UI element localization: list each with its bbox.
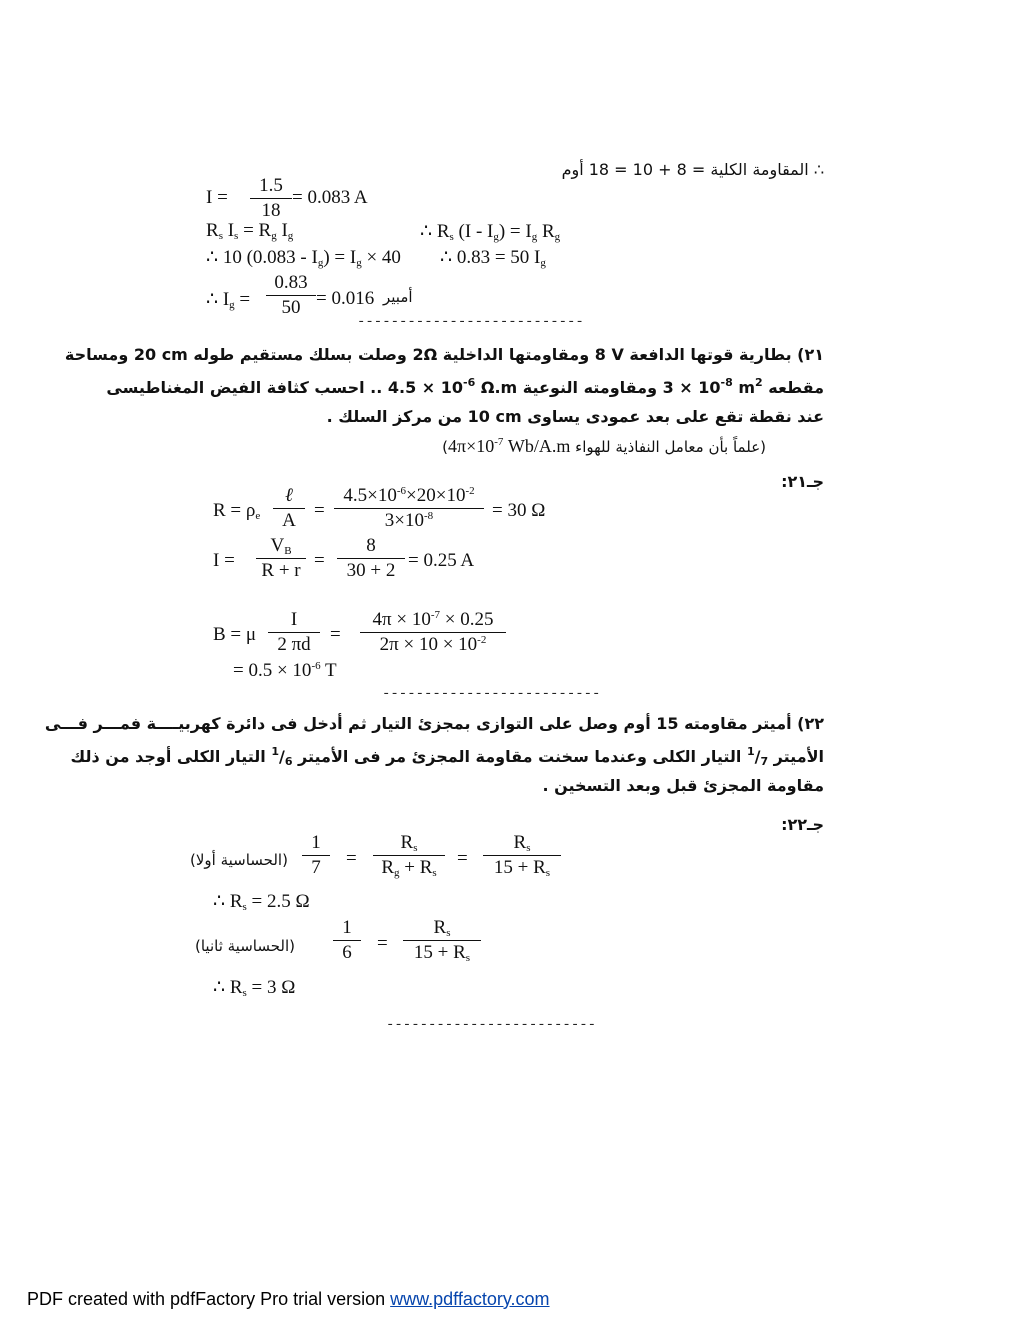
s2-fraction-2-numerator: $R_s$	[403, 917, 481, 941]
q22-answer-label: جـ٢٢:	[781, 815, 824, 834]
s1-fraction-1-numerator: 1	[302, 832, 330, 856]
r-fraction-2-denominator: $3\times 10^{-8}$	[384, 510, 434, 531]
s1-eq-sign-2: =	[457, 848, 468, 869]
b-eq-result: = $0.5 \times 10^{-6}$ T	[233, 660, 337, 681]
ig-eq-lhs: ∴ $I_g$ =	[206, 289, 251, 311]
b-fraction-2	[360, 609, 506, 656]
rs-result-2: ∴ $R_s = 3$ Ω	[213, 977, 296, 999]
r-eq-result: = 30 Ω	[492, 500, 546, 521]
r-fraction-1-denominator: A	[282, 510, 296, 531]
i-fraction-1-numerator: $V_B$	[256, 535, 306, 559]
b-fraction-1-denominator: 2 πd	[277, 634, 311, 655]
separator-1: ---------------------------	[357, 314, 584, 330]
b-fraction-2-numerator: $4\pi \times 10^{-7} \times 0.25$	[360, 609, 506, 633]
q21-text-line-4: (علماً بأن معامل النفاذية للهواء $4\pi\times 10^{-7}$ Wb/A.m)	[442, 436, 766, 456]
s1-fraction-2-denominator: $R_g + R_s$	[381, 857, 437, 879]
current-eq-result: = 0.083 A	[292, 187, 368, 208]
s2-eq-sign: =	[377, 933, 388, 954]
shunt-equation-1: $R_s$ $I_s = R_g$ $I_g$	[206, 220, 294, 242]
pdf-footer	[27, 1289, 550, 1310]
b-fraction-1-numerator: I	[268, 609, 320, 633]
s1-fraction-1	[302, 832, 330, 879]
s1-fraction-3	[483, 832, 561, 879]
ig-unit: أمبير	[383, 288, 413, 306]
s1-fraction-3-numerator: $R_s$	[483, 832, 561, 856]
i-eq-sign: =	[314, 550, 325, 571]
current-numerator: 1.5	[250, 175, 292, 199]
i-fraction-2-denominator: 30 + 2	[346, 560, 396, 581]
ig-fraction	[266, 272, 316, 319]
i-fraction-1	[256, 535, 306, 582]
r-eq-lhs: $R = \rho_e$	[213, 500, 261, 522]
q21-text-line-2: مقطعه $3 \times 10^{-8}$ $m^2$ ومقاومته النوعية $4.5 \times 10^{-6}$ Ω.m .. احسب كثافة الفيض المغناطيسى	[106, 376, 824, 397]
shunt-equation-4: ∴ 0.83 = 50 $I_g$	[440, 247, 546, 269]
q22-text-line-1: ٢٢) أميتر مقاومته 15 أوم وصل على التوازى بمجزئ التيار ثم أدخل فى دائرة كهربيــــة فمـــر فـــى	[44, 714, 824, 733]
i-fraction-2	[337, 535, 405, 582]
i-fraction-2-numerator: 8	[337, 535, 405, 559]
s1-fraction-2	[373, 832, 445, 879]
current-fraction	[250, 175, 292, 222]
r-fraction-1	[273, 485, 305, 532]
ig-eq-result: = 0.016	[316, 288, 375, 309]
current-denominator: 18	[261, 200, 281, 221]
sensitivity-1-label: (الحساسية أولا)	[190, 851, 288, 869]
footer-text: PDF created with pdfFactory Pro trial version	[27, 1289, 386, 1309]
separator-2: --------------------------	[382, 686, 601, 702]
shunt-equation-3: ∴ 10 $(0.083 - I_g) = I_g \times 40$	[206, 247, 401, 269]
q21-text-line-3: عند نقطة تقع على بعد عمودى يساوى 10 cm من مركز السلك .	[326, 407, 824, 426]
b-fraction-1	[268, 609, 320, 656]
r-fraction-2-numerator: $4.5\times 10^{-6}\times 20\times 10^{-2}$	[334, 485, 484, 509]
b-fraction-2-denominator: $2\pi \times 10 \times 10^{-2}$	[379, 634, 487, 655]
i-eq-result: = 0.25 A	[408, 550, 475, 571]
i-fraction-1-denominator: R + r	[261, 560, 301, 581]
q22-text-line-3: مقاومة المجزئ قبل وبعد التسخين .	[542, 776, 824, 795]
q21-text-line-1: ٢١) بطارية قوتها الدافعة 8 V ومقاومتها الداخلية 2Ω وصلت بسلك مستقيم طوله 20 cm ومساحة	[64, 345, 824, 364]
separator-3: -------------------------	[386, 1017, 597, 1033]
b-eq-sign: =	[330, 624, 341, 645]
r-fraction-2	[334, 485, 484, 532]
q22-text-line-2: الأميتر $^1/_7$ التيار الكلى وعندما سخنت مقاومة المجزئ مر فى الأميتر $^1/_6$ التيار الكلى أوجد من ذلك	[70, 745, 824, 768]
i-eq-lhs: I =	[213, 550, 235, 571]
s2-fraction-1	[333, 917, 361, 964]
sensitivity-2-label: (الحساسية ثانيا)	[195, 937, 295, 955]
r-fraction-1-numerator: ℓ	[273, 485, 305, 509]
s1-fraction-3-denominator: $15 + R_s$	[493, 857, 551, 879]
current-eq-lhs: I =	[206, 187, 228, 208]
s1-eq-sign-1: =	[346, 848, 357, 869]
shunt-equation-2: ∴ $R_s$ $(I - I_g) = I_g$ $R_g$	[420, 221, 561, 243]
r-eq-sign: =	[314, 500, 325, 521]
s2-fraction-2-denominator: $15 + R_s$	[413, 942, 471, 964]
s2-fraction-2	[403, 917, 481, 964]
pdffactory-link[interactable]: www.pdffactory.com	[390, 1289, 550, 1309]
b-eq-lhs: B = μ	[213, 624, 257, 645]
total-resistance-line: ∴ المقاومة الكلية = 8 + 10 = 18 أوم	[561, 160, 824, 179]
s1-fraction-2-numerator: $R_s$	[373, 832, 445, 856]
rs-result-1: ∴ $R_s = 2.5$ Ω	[213, 891, 310, 913]
s2-fraction-1-denominator: 6	[342, 942, 352, 963]
s1-fraction-1-denominator: 7	[311, 857, 321, 878]
q21-answer-label: جـ٢١:	[781, 472, 824, 491]
s2-fraction-1-numerator: 1	[333, 917, 361, 941]
ig-numerator: 0.83	[266, 272, 316, 296]
ig-denominator: 50	[281, 297, 301, 318]
